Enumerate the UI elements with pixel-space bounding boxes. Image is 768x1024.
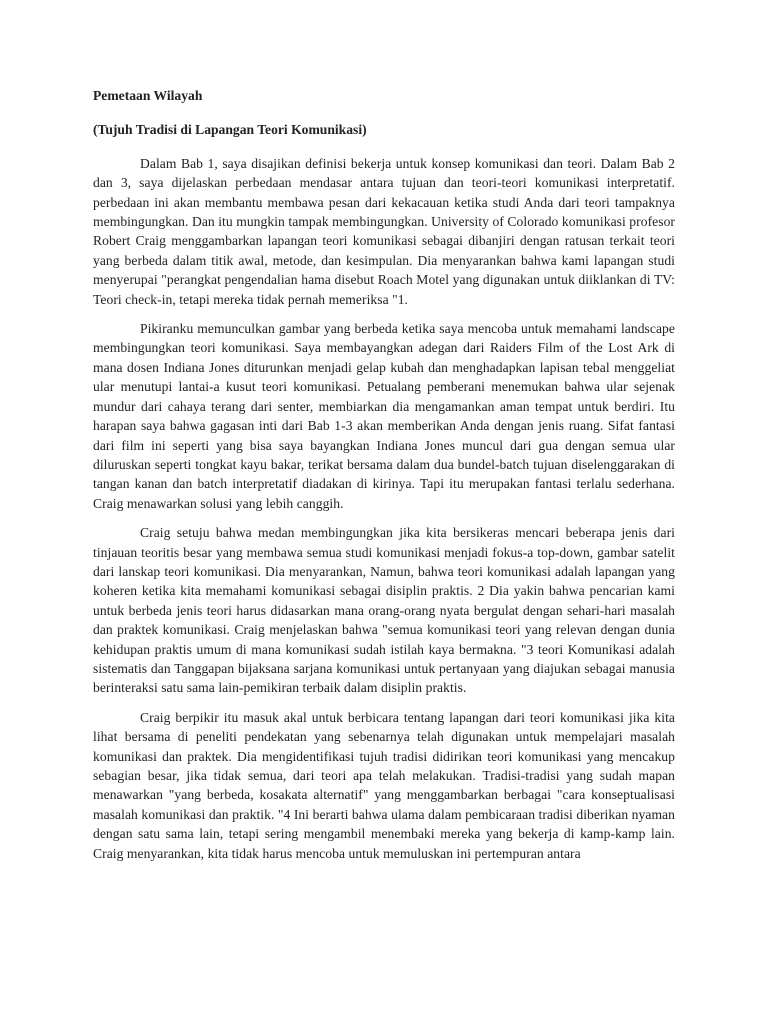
paragraph-3: Craig setuju bahwa medan membingungkan jika kita bersikeras mencari beberapa jenis dari tinjauan teoritis besar yang membawa semua studi komunikasi menjadi fokus-a top-down, gambar satelit dari lanskap teori komunikasi. Dia menyarankan, Namun, bahwa teori komunikasi adalah lapangan yang koheren ketika kita memahami komunikasi sebagai disiplin praktis. 2 Dia yakin bahwa pencarian kami untuk berbeda jenis teori harus didasarkan mana orang-orang nyata bergulat dengan sehari-hari masalah dan praktek komunikasi. Craig menjelaskan bahwa "semua komunikasi teori yang relevan dengan dunia kehidupan praktis umum di mana komunikasi sudah istilah kaya bermakna. "3 teori Komunikasi adalah sistematis dan Tanggapan bijaksana sarjana komunikasi untuk pertanyaan yang diajukan sebagai manusia berinteraksi satu sama lain-pemikiran terbaik dalam disiplin praktis. bbox=[93, 525, 675, 696]
paragraph-1: Dalam Bab 1, saya disajikan definisi bekerja untuk konsep komunikasi dan teori. Dalam Bab 2 dan 3, saya dijelaskan perbedaan mendasar antara tujuan dan teori-teori komunikasi interpretatif. perbedaan ini akan membantu membawa pesan dari kekacauan ketika studi Anda dari teori tampaknya membingungkan. Dan itu mungkin tampak membingungkan. University of Colorado komunikasi profesor Robert Craig menggambarkan lapangan teori komunikasi sebagai dibanjiri dengan ratusan terkait teori yang berbeda dalam titik awal, metode, dan kesimpulan. Dia menyarankan bahwa kami lapangan studi menyerupai "perangkat pengendalian hama disebut Roach Motel yang digunakan untuk diiklankan di TV: Teori check-in, tetapi mereka tidak pernah memeriksa "1. bbox=[93, 155, 675, 307]
document-title: Pemetaan Wilayah bbox=[93, 88, 203, 103]
document-page bbox=[93, 86, 675, 873]
document-subtitle: (Tujuh Tradisi di Lapangan Teori Komunikasi) bbox=[93, 122, 367, 138]
paragraph-2: Pikiranku memunculkan gambar yang berbeda ketika saya mencoba untuk memahami landscape membingungkan teori komunikasi. Saya membayangkan adegan dari Raiders Film of the Lost Ark di mana dosen Indiana Jones diturunkan menjadi gelap kubah dan menghadapkan lapisan tebal menggeliat ular menutupi lantai-a kusut teori komunikasi. Petualang pemberani menemukan bahwa ular sejenak mundur dari cahaya terang dari senter, membiarkan dia mengamankan aman tempat untuk berdiri. Itu harapan saya bahwa gagasan inti dari Bab 1-3 akan memberikan Anda dengan jenis ruang. Sifat fantasi dari film ini seperti yang bisa saya bayangkan Indiana Jones muncul dari gua dengan semua ular diluruskan seperti tongkat kayu bakar, terikat bersama dalam dua bundel-batch tujuan diselenggarakan di tangan kanan dan batch interpretatif diadakan di kirinya. Tapi itu merupakan fantasi terlalu sederhana. Craig menawarkan solusi yang lebih canggih. bbox=[93, 321, 675, 511]
paragraph-4: Craig berpikir itu masuk akal untuk berbicara tentang lapangan dari teori komunikasi jika kita lihat bersama di peneliti pendekatan yang sebenarnya telah digunakan untuk mempelajari masalah komunikasi dan praktek. Dia mengidentifikasi tujuh tradisi didirikan teori komunikasi yang mencakup sebagian besar, jika tidak semua, dari teori apa telah melakukan. Tradisi-tradisi yang sudah mapan menawarkan "yang berbeda, kosakata alternatif" yang menggambarkan berbagai "cara konseptualisasi masalah komunikasi dan praktik. "4 Ini berarti bahwa ulama dalam pembicaraan tradisi diberikan nyaman dengan satu sama lain, tetapi sering mengambil menembaki mereka yang bekerja di kamp-kamp lain. Craig menyarankan, kita tidak harus mencoba untuk memuluskan ini pertempuran antara bbox=[93, 709, 675, 861]
